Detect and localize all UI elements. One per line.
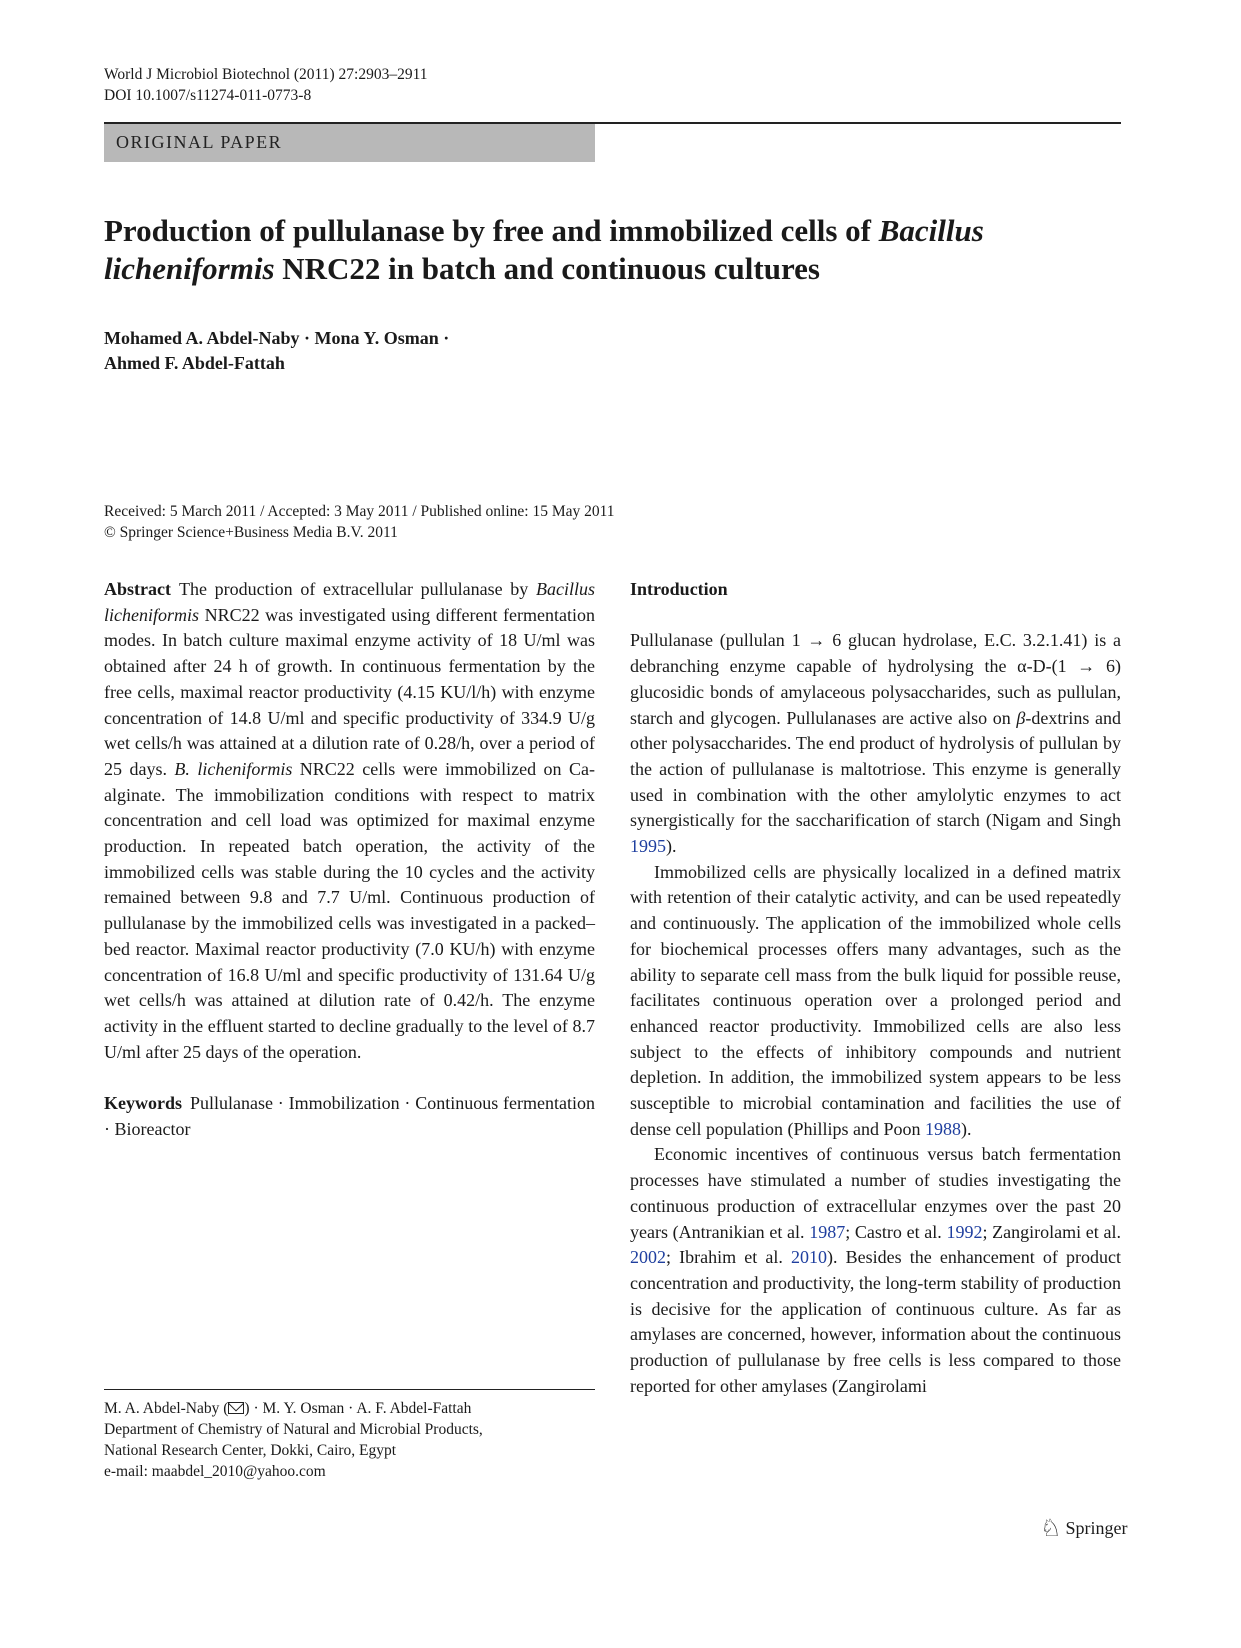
abstract-label: Abstract (104, 579, 171, 599)
springer-horse-icon: ♘ (1040, 1515, 1062, 1542)
copyright-line: © Springer Science+Business Media B.V. 2011 (104, 524, 398, 541)
keywords (104, 1091, 595, 1142)
title-part1: Production of pullulanase by free and immobilized cells of (104, 213, 879, 248)
affiliation-text: ) · M. Y. Osman · A. F. Abdel-Fattah (244, 1400, 472, 1417)
left-column (104, 577, 595, 1142)
intro-paragraph-1 (630, 628, 1121, 859)
affiliation-email[interactable]: e-mail: maabdel_2010@yahoo.com (104, 1463, 326, 1480)
title-italic: Bacillus licheniformis (104, 213, 984, 286)
publication-dates (104, 501, 615, 543)
keywords-text: Pullulanase · Immobilization · Continuous fermentation · Bioreactor (104, 1093, 595, 1139)
intro-text: -dextrins and other polysaccharides. The end product of hydrolysis of pullulan by the action of pullulanase is maltotriose. This enzyme is generally used in combination with the other amylolytic enzymes to act synergistically for the saccharification of starch (Nigam and Singh (630, 707, 1121, 831)
intro-text: ; Castro et al. (845, 1221, 947, 1242)
authors-line1: Mohamed A. Abdel-Naby · Mona Y. Osman · (104, 328, 450, 348)
journal-header (104, 64, 428, 106)
author-list (104, 326, 449, 376)
affiliation-footnote (104, 1389, 595, 1482)
envelope-icon (228, 1402, 244, 1414)
intro-text: ; Zangirolami et al. (982, 1221, 1121, 1242)
right-column (630, 577, 1121, 1399)
title-part2: NRC22 in batch and continuous cultures (274, 251, 820, 286)
affiliation-authors (104, 1398, 595, 1419)
abstract-text: The production of extracellular pullulanase by (178, 579, 536, 599)
keywords-label: Keywords (104, 1093, 182, 1114)
citation-link[interactable]: 1995 (630, 836, 666, 857)
affiliation-dept: Department of Chemistry of Natural and Microbial Products, (104, 1421, 483, 1438)
citation-link[interactable]: 2010 (790, 1247, 827, 1268)
intro-text: Economic incentives of continuous versus batch fermentation processes have stimulated a number of studies investigating the continuous production of extracellular enzymes over the past 20 years (Antranikian et al. (630, 1144, 1121, 1242)
citation-link[interactable]: 1988 (924, 1118, 961, 1139)
intro-text: ). Besides the enhancement of product concentration and productivity, the long-term stability of production is decisive for the application of continuous culture. As far as amylases are concerned, however, information about the continuous production of pullulanase by free cells is less compared to those reported for other amylases (Zangirolami (630, 1247, 1121, 1396)
publisher-name: Springer (1065, 1518, 1128, 1538)
section-band (104, 124, 595, 162)
intro-italic: β (1016, 707, 1026, 728)
intro-text: ). (666, 836, 677, 857)
intro-text: ; Ibrahim et al. (666, 1247, 791, 1268)
journal-citation: World J Microbiol Biotechnol (2011) 27:2903–2911 (104, 66, 428, 83)
intro-text: ). (960, 1118, 972, 1139)
abstract (104, 577, 595, 1065)
introduction-heading: Introduction (630, 579, 728, 599)
section-label: ORIGINAL PAPER (116, 132, 283, 152)
publisher-logo (1040, 1515, 1128, 1542)
received-line: Received: 5 March 2011 / Accepted: 3 May 2011 / Published online: 15 May 2011 (104, 503, 615, 520)
authors-line2: Ahmed F. Abdel-Fattah (104, 353, 285, 373)
citation-link[interactable]: 1987 (809, 1221, 846, 1242)
intro-paragraph-2 (630, 860, 1121, 1143)
article-title (104, 212, 1104, 288)
intro-text: Pullulanase (pullulan 1 → 6 glucan hydrolase, E.C. 3.2.1.41) is a debranching enzyme capable of hydrolysing the α-D-(1 → 6) glucosidic bonds of amylaceous polysaccharides, such as pullulan, starch and glycogen. Pullulanases are active also on (630, 630, 1121, 728)
abstract-text: NRC22 was investigated using different fermentation modes. In batch culture maximal enzyme activity of 18 U/ml was obtained after 24 h of growth. In continuous fermentation by the free cells, maximal reactor productivity (4.15 KU/l/h) with enzyme concentration of 14.8 U/ml and specific productivity of 334.9 U/g wet cells/h was attained at a dilution rate of 0.28/h, over a period of 25 days. (104, 604, 595, 779)
abstract-italic: Bacillus licheniformis (104, 579, 595, 625)
affiliation-text: M. A. Abdel-Naby ( (104, 1400, 229, 1417)
citation-link[interactable]: 1992 (946, 1221, 983, 1242)
citation-link[interactable]: 2002 (630, 1247, 666, 1268)
intro-text: Immobilized cells are physically localized in a defined matrix with retention of their catalytic activity, and can be used repeatedly and continuously. The application of the immobilized whole cells for biochemical processes offers many advantages, such as the ability to separate cell mass from the bulk liquid for possible reuse, facilitates continuous operation over a prolonged period and enhanced reactor productivity. Immobilized cells are also less subject to the effects of inhibitory compounds and nutrient depletion. In addition, the immobilized system appears to be less susceptible to microbial contamination and facilities the use of dense cell population (Phillips and Poon (630, 861, 1121, 1139)
intro-paragraph-3 (630, 1142, 1121, 1399)
abstract-italic: B. licheniformis (174, 758, 293, 779)
affiliation-address: National Research Center, Dokki, Cairo, Egypt (104, 1442, 397, 1459)
doi: DOI 10.1007/s11274-011-0773-8 (104, 87, 312, 104)
abstract-text: NRC22 cells were immobilized on Ca-alginate. The immobilization conditions with respect to matrix concentration and cell load was optimized for maximal enzyme production. In repeated batch operation, the activity of the immobilized cells was stable during the 10 cycles and the activity remained between 9.8 and 7.7 U/ml. Continuous production of pullulanase by the immobilized cells was investigated in a packed–bed reactor. Maximal reactor productivity (7.0 KU/h) with enzyme concentration of 16.8 U/ml and specific productivity of 131.64 U/g wet cells/h was attained at dilution rate of 0.42/h. The enzyme activity in the effluent started to decline gradually to the level of 8.7 U/ml after 25 days of the operation. (104, 758, 595, 1062)
